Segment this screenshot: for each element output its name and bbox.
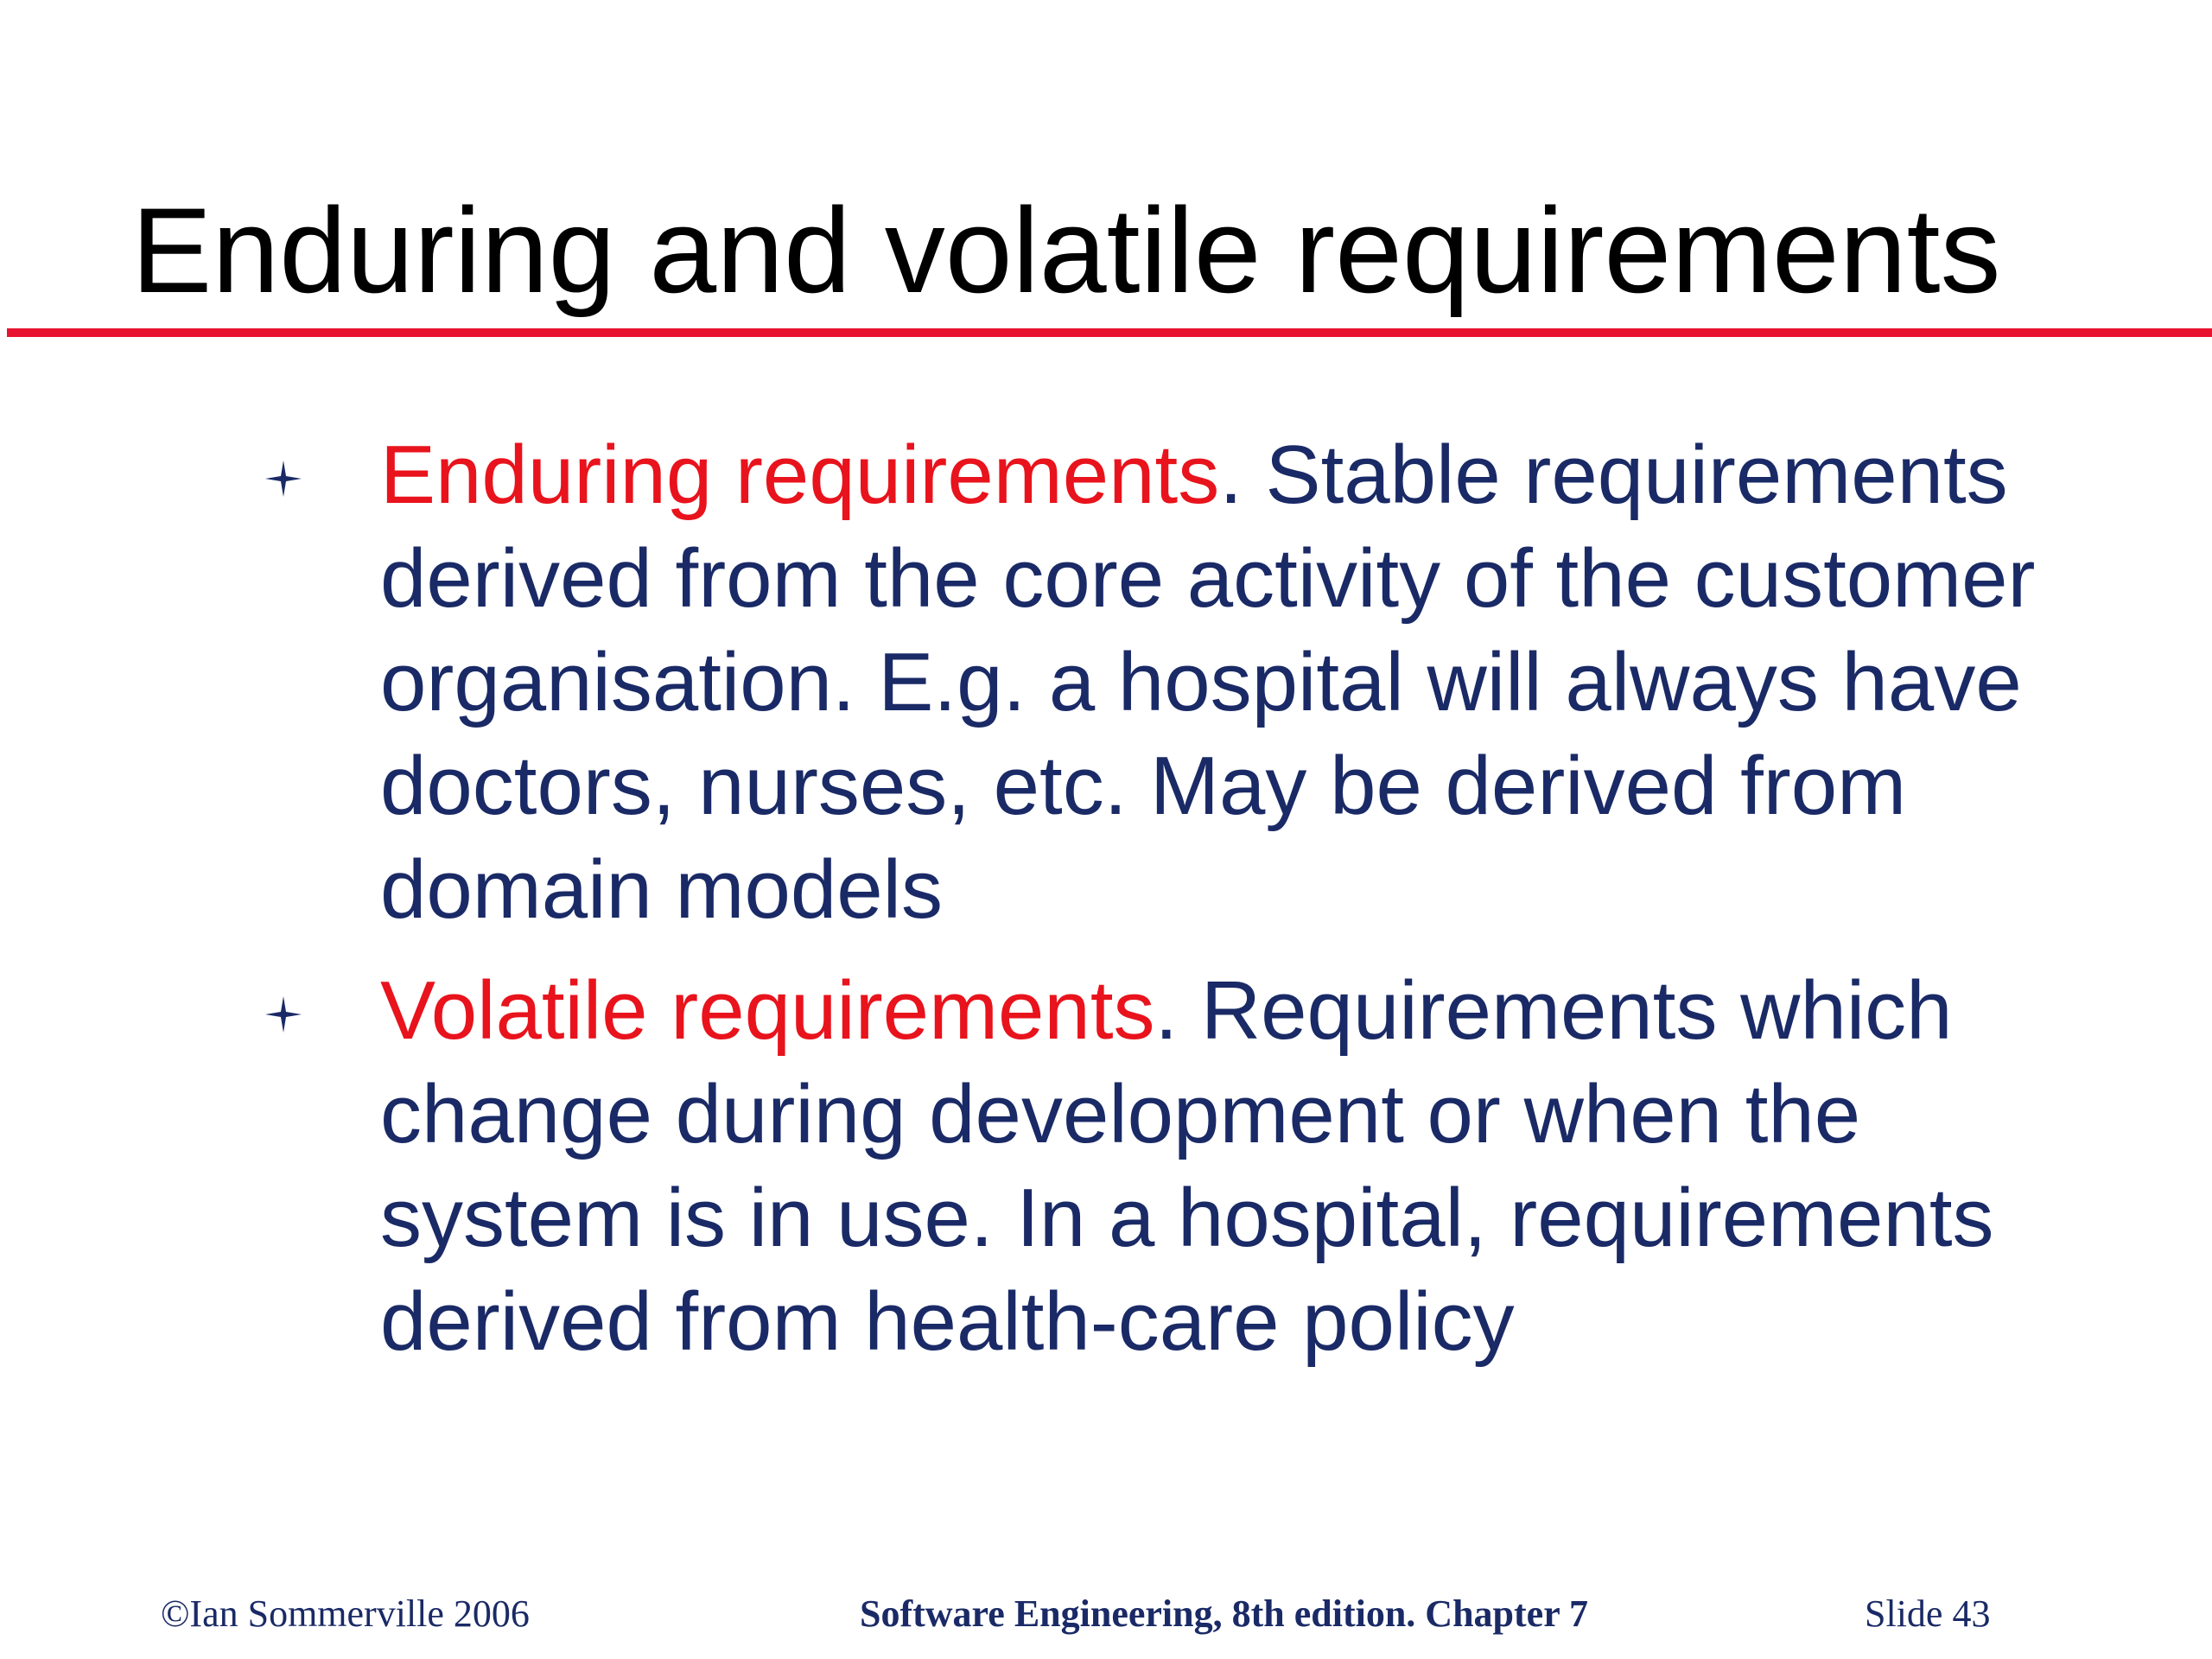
bullet-line: . Stable requirements: [1219, 429, 2008, 521]
bullet-line: domain models: [380, 843, 943, 936]
four-point-star-icon: [264, 459, 303, 499]
four-point-star-icon: [264, 995, 303, 1034]
bullet-line: system is in use. In a hospital, requirements: [380, 1172, 1994, 1264]
bullet-text: [380, 959, 2126, 1374]
bullet-line: doctors, nurses, etc. May be derived from: [380, 740, 1907, 832]
bullet-line: . Requirements which: [1154, 964, 1953, 1057]
footer-copyright: ©Ian Sommerville 2006: [161, 1592, 530, 1635]
title-divider: [7, 328, 2212, 337]
bullet-line: derived from health-care policy: [380, 1275, 1515, 1368]
bullet-line: derived from the core activity of the customer: [380, 532, 2036, 625]
slide-title: Enduring and volatile requirements: [131, 182, 2001, 318]
bullet-line: organisation. E.g. a hospital will always have: [380, 636, 2022, 728]
footer-book-title: Software Engineering, 8th edition. Chapter 7: [860, 1592, 1588, 1635]
bullet-text: [380, 423, 2126, 942]
bullet-term: Enduring requirements: [380, 429, 1220, 521]
bullet-line: change during development or when the: [380, 1068, 1861, 1160]
bullet-term: Volatile requirements: [380, 964, 1155, 1057]
footer-slide-number: Slide 43: [1865, 1592, 1991, 1635]
